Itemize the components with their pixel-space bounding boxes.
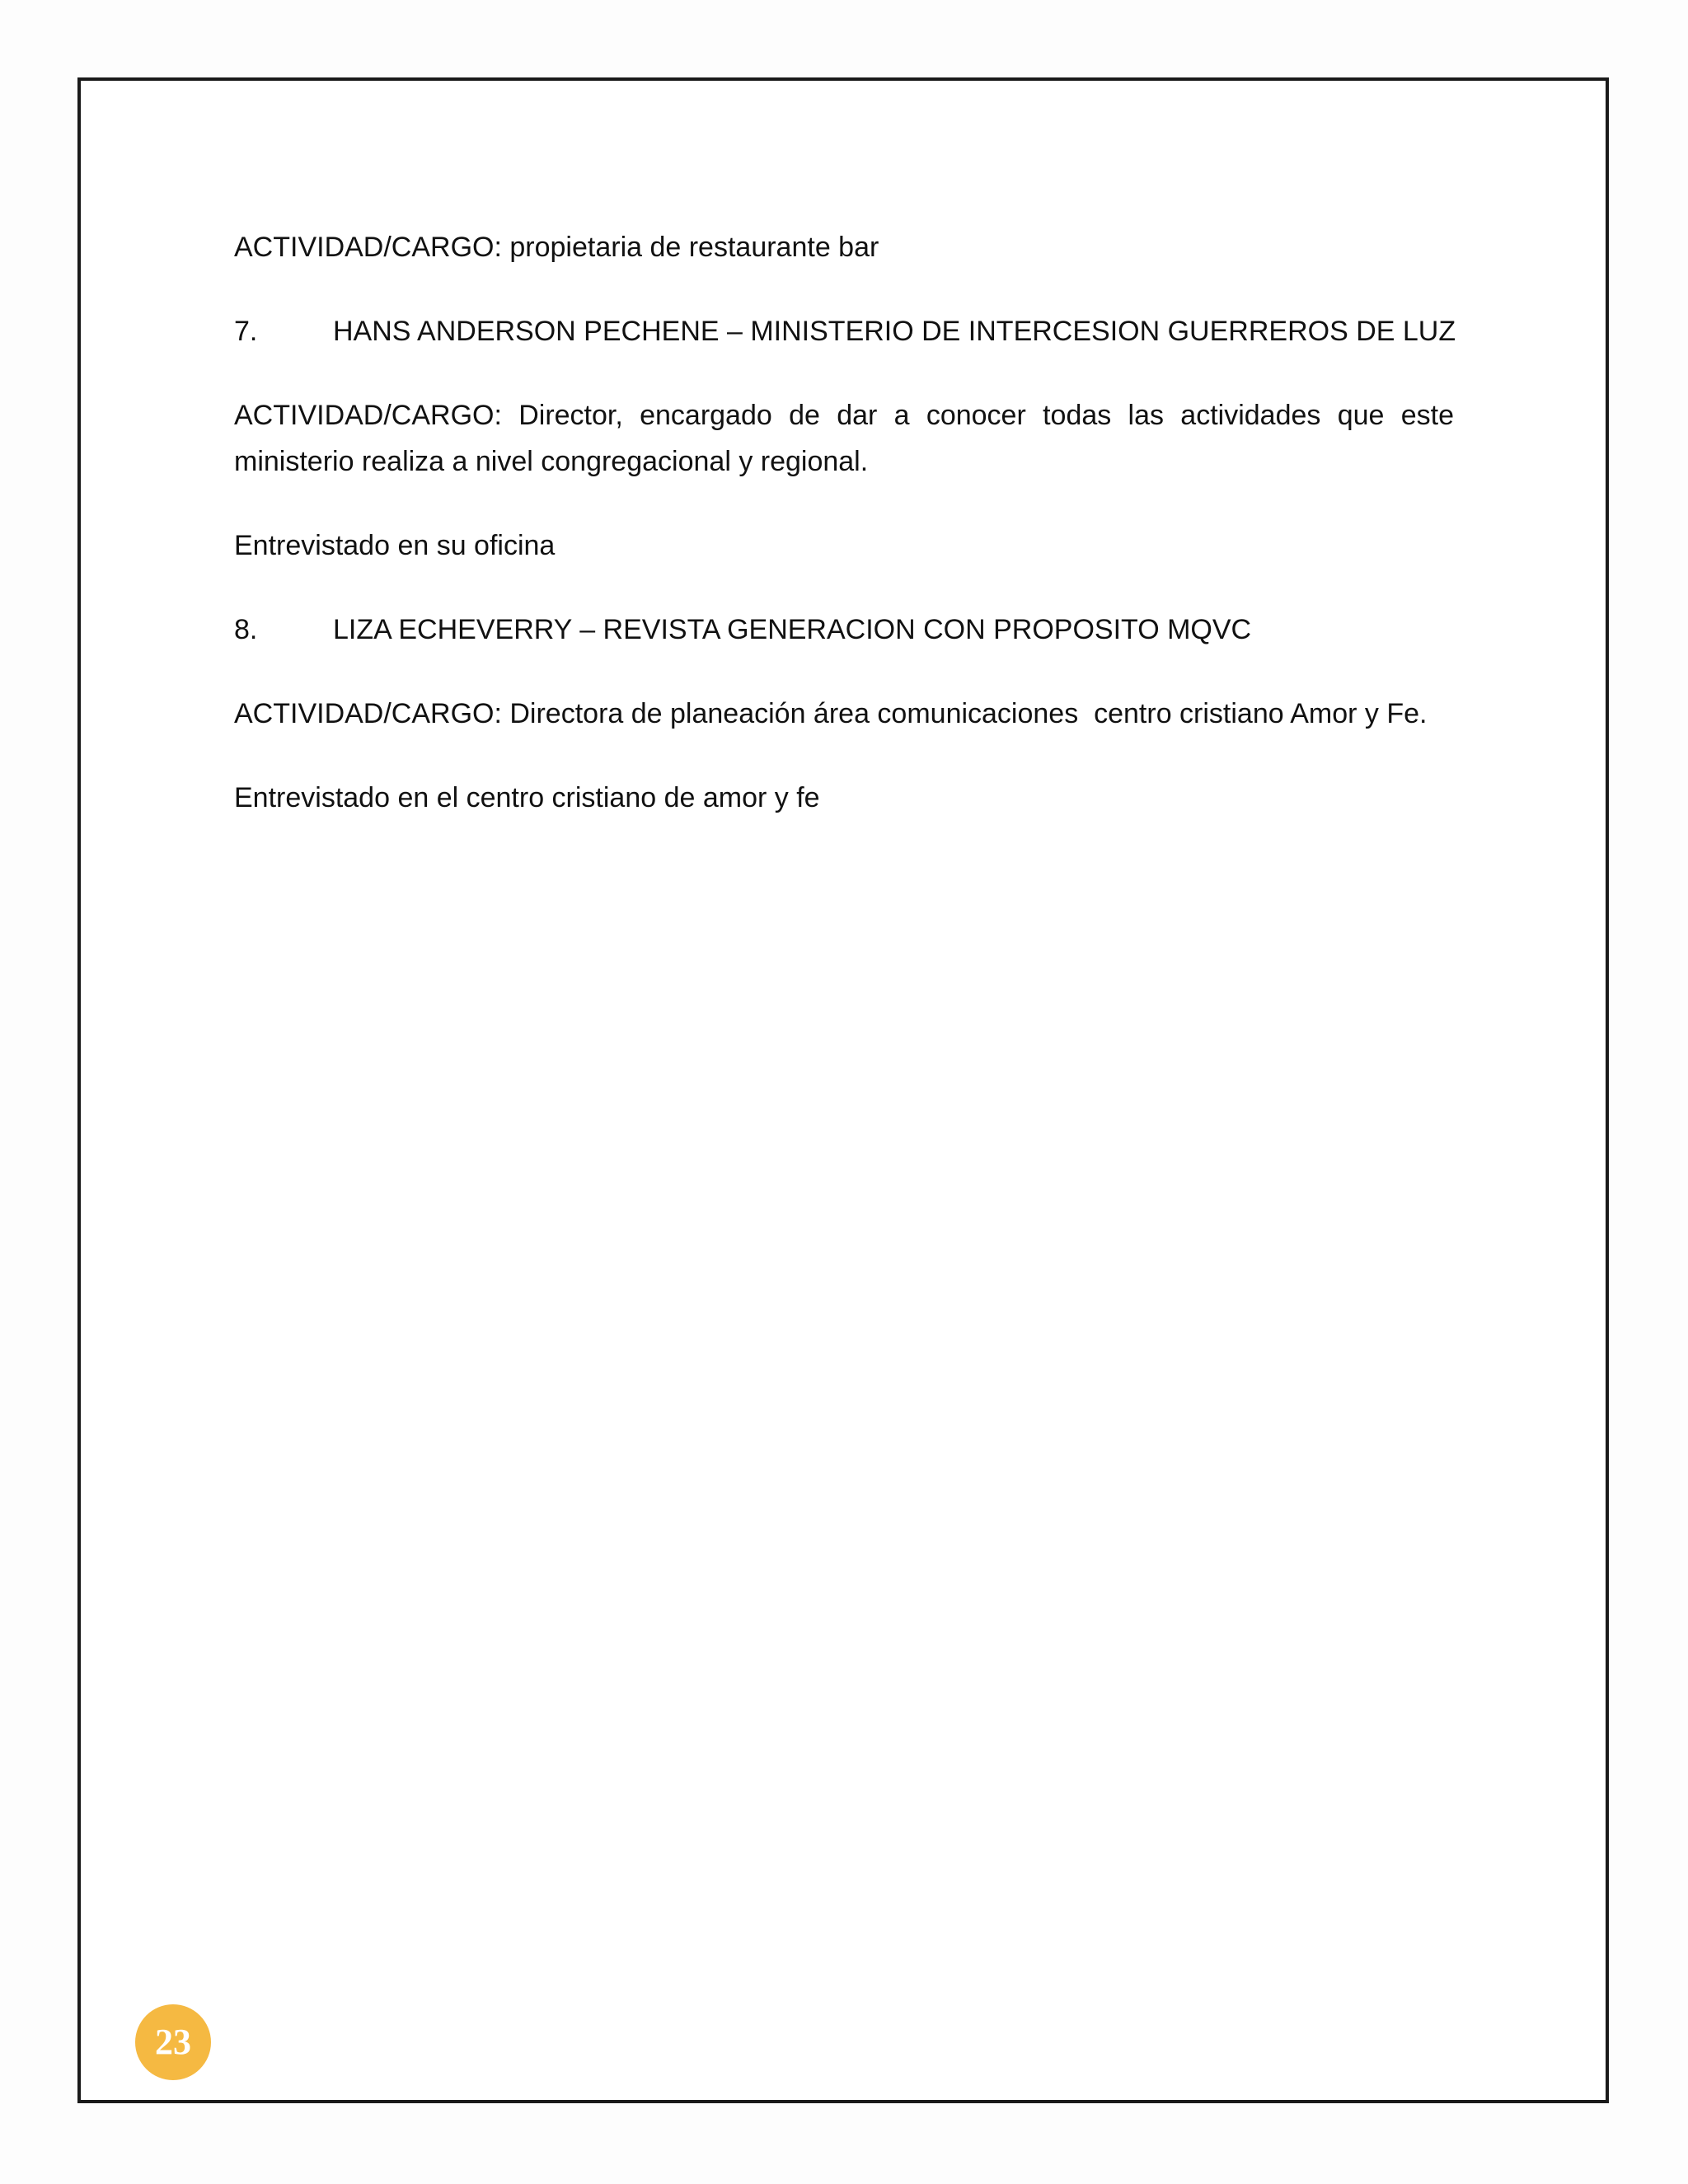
list-item-heading: LIZA ECHEVERRY – REVISTA GENERACION CON PROPOSITO MQVC — [333, 614, 1252, 645]
list-item-8 — [234, 607, 1454, 653]
list-number: 7. — [234, 316, 258, 347]
paragraph-activity-2: ACTIVIDAD/CARGO: Director, encargado de dar a conocer todas las actividades que este ministerio realiza a nivel congregacional y regional. — [234, 400, 1454, 477]
paragraph-activity-3: ACTIVIDAD/CARGO: Directora de planeación área comunicaciones centro cristiano Amor y Fe. — [234, 698, 1428, 729]
paragraph-interview-location-2: Entrevistado en el centro cristiano de amor y fe — [234, 782, 820, 813]
page-number-badge: 23 — [135, 2004, 211, 2080]
list-item-heading: HANS ANDERSON PECHENE – MINISTERIO DE INTERCESION GUERREROS DE LUZ — [333, 316, 1456, 347]
paragraph-interview-location-1: Entrevistado en su oficina — [234, 530, 556, 561]
list-item-7 — [234, 308, 1454, 354]
document-body — [234, 224, 1454, 821]
list-number: 8. — [234, 614, 258, 645]
paragraph-activity-1: ACTIVIDAD/CARGO: propietaria de restaurante bar — [234, 232, 879, 263]
